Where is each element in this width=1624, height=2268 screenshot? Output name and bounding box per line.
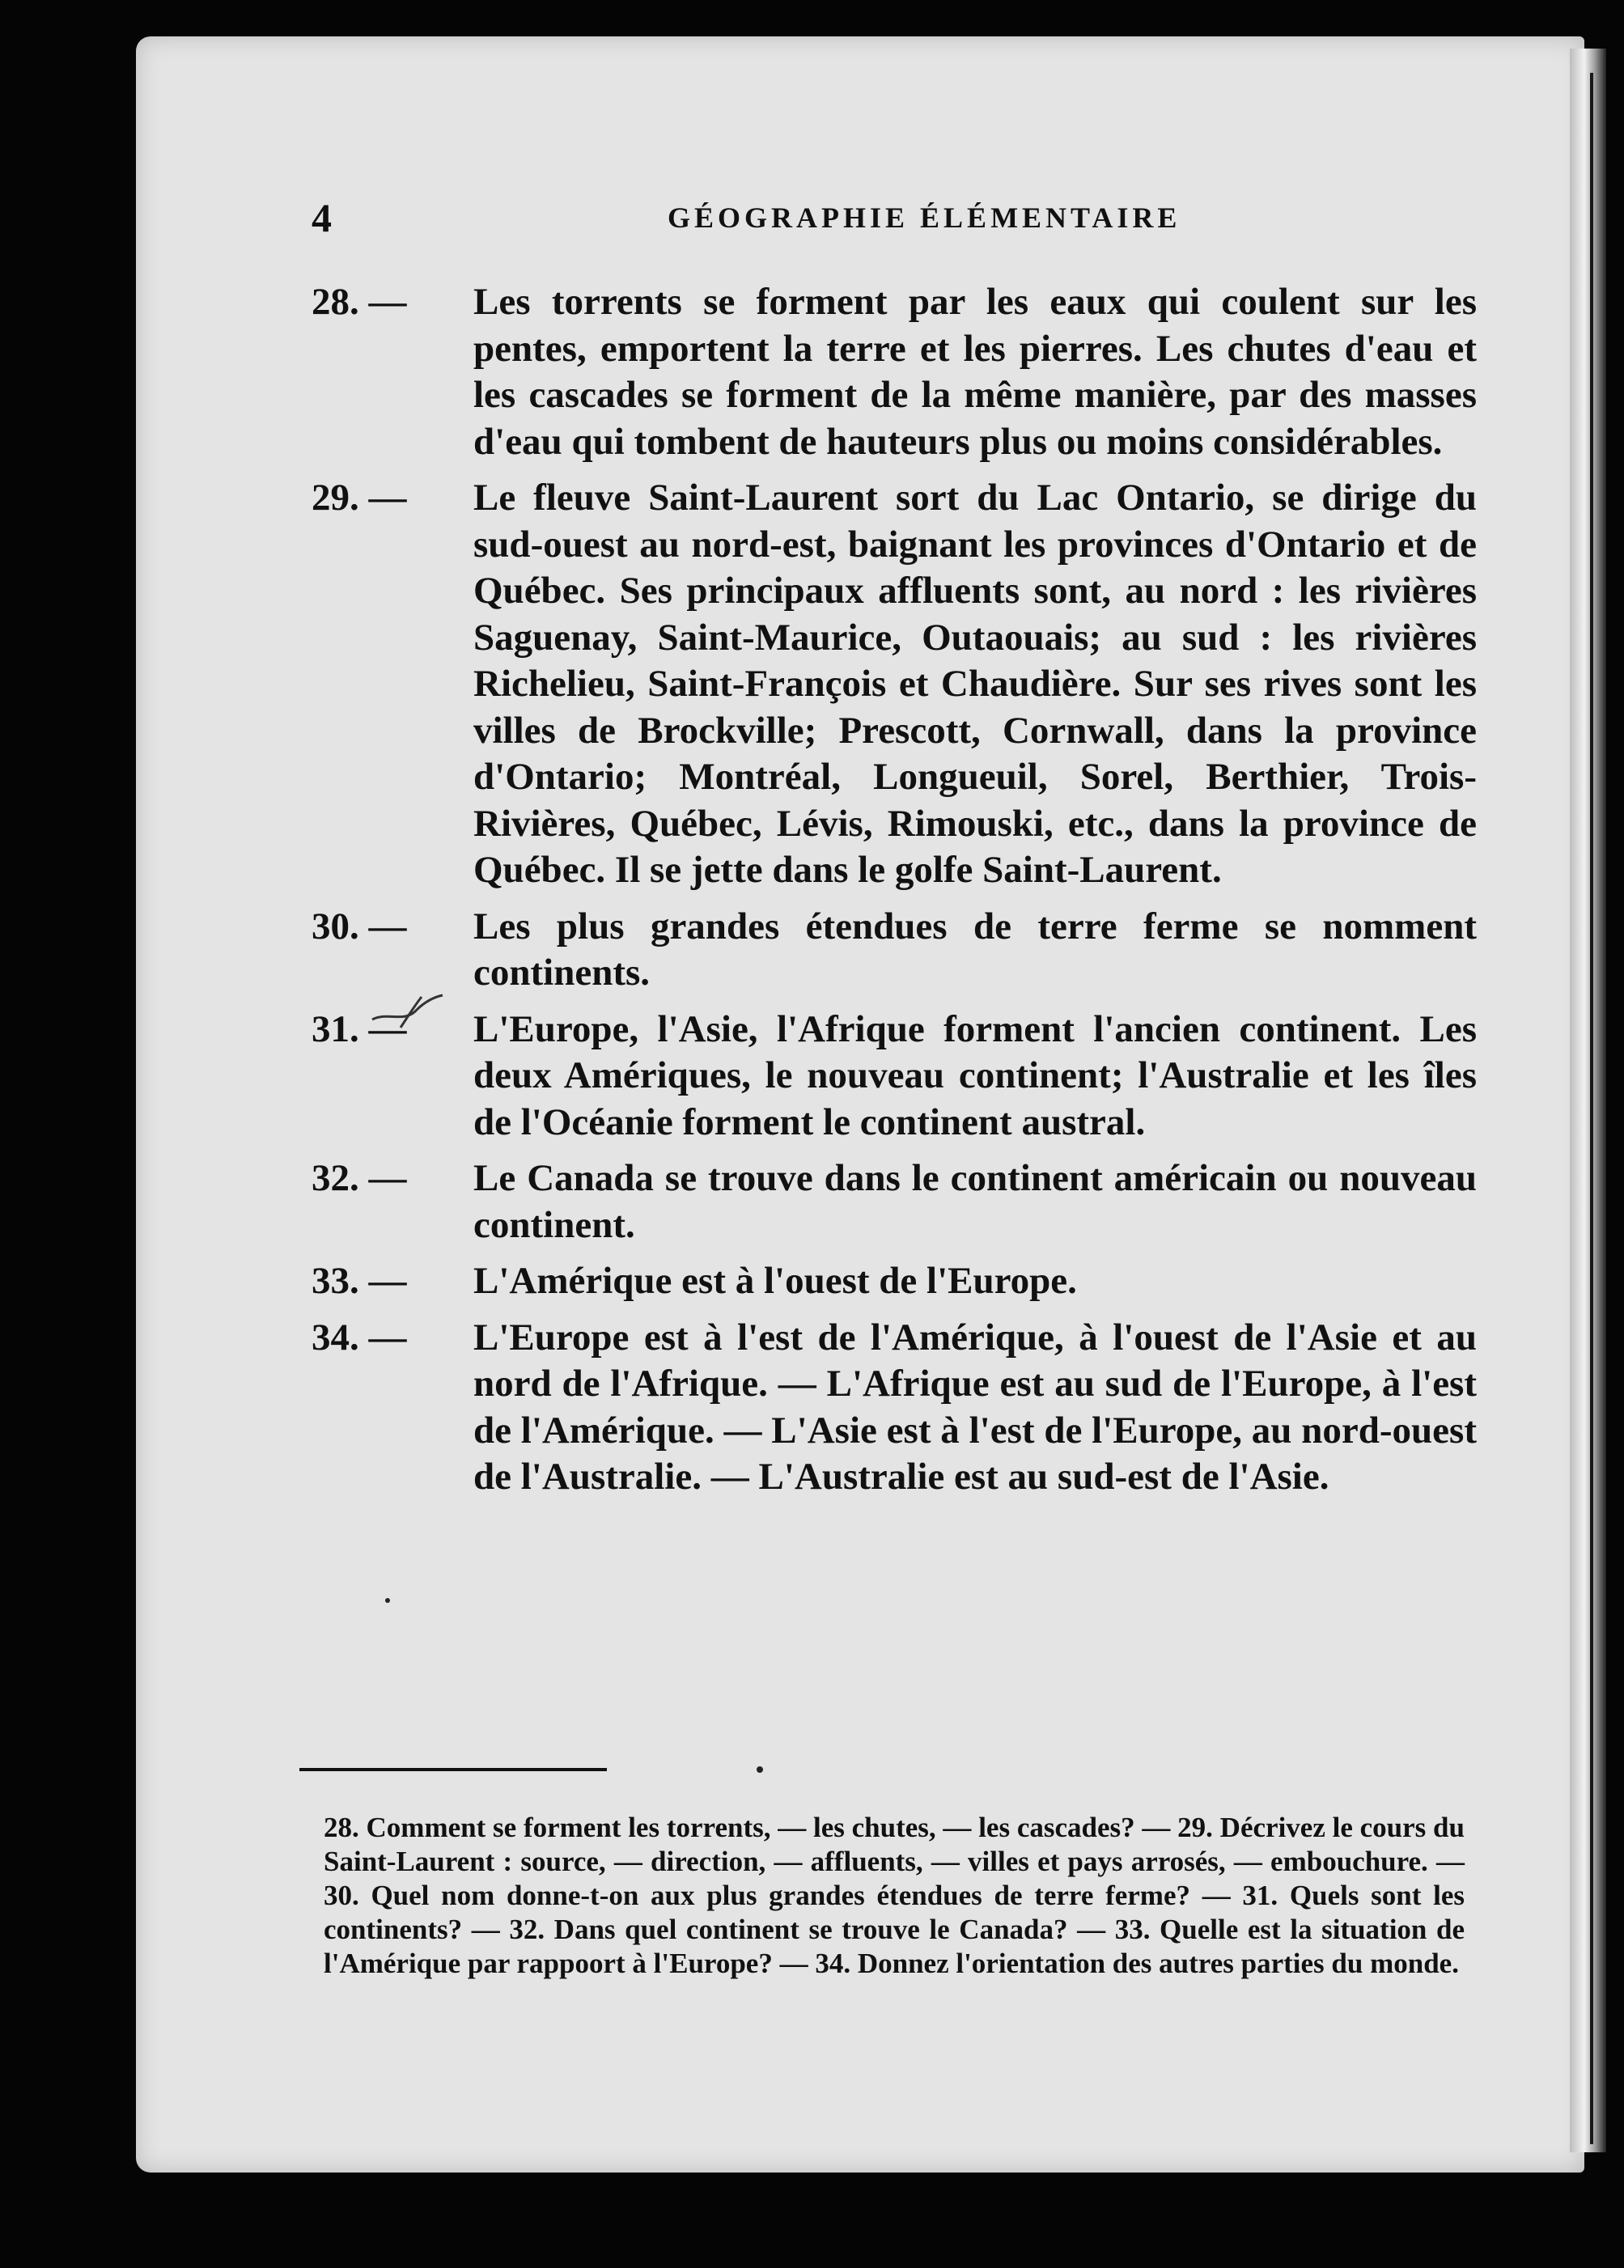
page-number: 4 <box>312 195 332 240</box>
paragraph-number: 30. — <box>312 905 407 947</box>
paragraph-number: 28. — <box>312 281 407 323</box>
footnote-questions: 28. Comment se forment les torrents, — les chutes, — les cascades? — 29. Décrivez le cours du Saint-Laurent : source, — direction, — affluents, — villes et pays arrosés, — embouchure. — 30. Quel nom donne-t-on aux plus grandes étendues de terre ferme? — 31. Quels sont les continents? — 32. Dans quel continent se trouve le Canada? — 33. Quelle est la situation de l'Amérique par rappoort à l'Europe? — 34. Donnez l'orientation des autres parties du monde. <box>324 1812 1465 1979</box>
footnote-rule <box>299 1768 607 1771</box>
paragraph-number: 34. — <box>312 1316 407 1359</box>
page-header <box>312 194 1428 243</box>
paragraph-text: L'Europe, l'Asie, l'Afrique forment l'ancien continent. Les deux Amériques, le nouveau continent; l'Australie et les îles de l'Océanie forment le continent austral. <box>473 1007 1477 1143</box>
running-title: GÉOGRAPHIE ÉLÉMENTAIRE <box>668 201 1181 234</box>
speck <box>385 1598 390 1603</box>
paragraph-33 <box>312 1258 1477 1305</box>
paragraph-number: 32. — <box>312 1157 407 1199</box>
paragraph-text: Les plus grandes étendues de terre ferme se nomment continents. <box>473 905 1477 994</box>
main-text <box>312 279 1477 1511</box>
paragraph-text: Le fleuve Saint-Laurent sort du Lac Ontario, se dirige du sud-ouest au nord-est, baignant les provinces d'Ontario et de Québec. Ses principaux affluents sont, au nord : les rivières Saguenay, Saint-Maurice, Outaouais; au sud : les rivières Richelieu, Saint-François et Chaudière. Sur ses rives sont les villes de Brockville; Prescott, Cornwall, dans la province d'Ontario; Montréal, Longueuil, Sorel, Berthier, Trois-Rivières, Québec, Lévis, Rimouski, etc., dans la province de Québec. Il se jette dans le golfe Saint-Laurent. <box>473 477 1477 891</box>
paragraph-text: L'Amérique est à l'ouest de l'Europe. <box>473 1260 1077 1302</box>
handwritten-margin-mark <box>368 987 449 1036</box>
paragraph-text: Le Canada se trouve dans le continent américain ou nouveau continent. <box>473 1157 1477 1246</box>
speck <box>757 1766 763 1773</box>
paragraph-number: 29. — <box>312 477 407 519</box>
paragraph-number: 31. — <box>312 1007 407 1050</box>
paragraph-29 <box>312 475 1477 894</box>
paragraph-text: L'Europe est à l'est de l'Amérique, à l'ouest de l'Asie et au nord de l'Afrique. — L'Afrique est au sud de l'Europe, à l'est de l'Amérique. — L'Asie est à l'est de l'Europe, au nord-ouest de l'Australie. — L'Australie est au sud-est de l'Asie. <box>473 1316 1477 1498</box>
page-edge <box>1570 49 1606 2152</box>
paragraph-34 <box>312 1315 1477 1501</box>
paragraph-number: 33. — <box>312 1260 407 1302</box>
paragraph-30 <box>312 904 1477 997</box>
paragraph-text: Les torrents se forment par les eaux qui coulent sur les pentes, emportent la terre et les pierres. Les chutes d'eau et les cascades se forment de la même manière, par des masses d'eau qui tombent de hauteurs plus ou moins considérables. <box>473 281 1477 463</box>
paragraph-31 <box>312 1007 1477 1147</box>
binding-shadow <box>1590 73 1593 2144</box>
paragraph-32 <box>312 1155 1477 1248</box>
paragraph-28 <box>312 279 1477 465</box>
